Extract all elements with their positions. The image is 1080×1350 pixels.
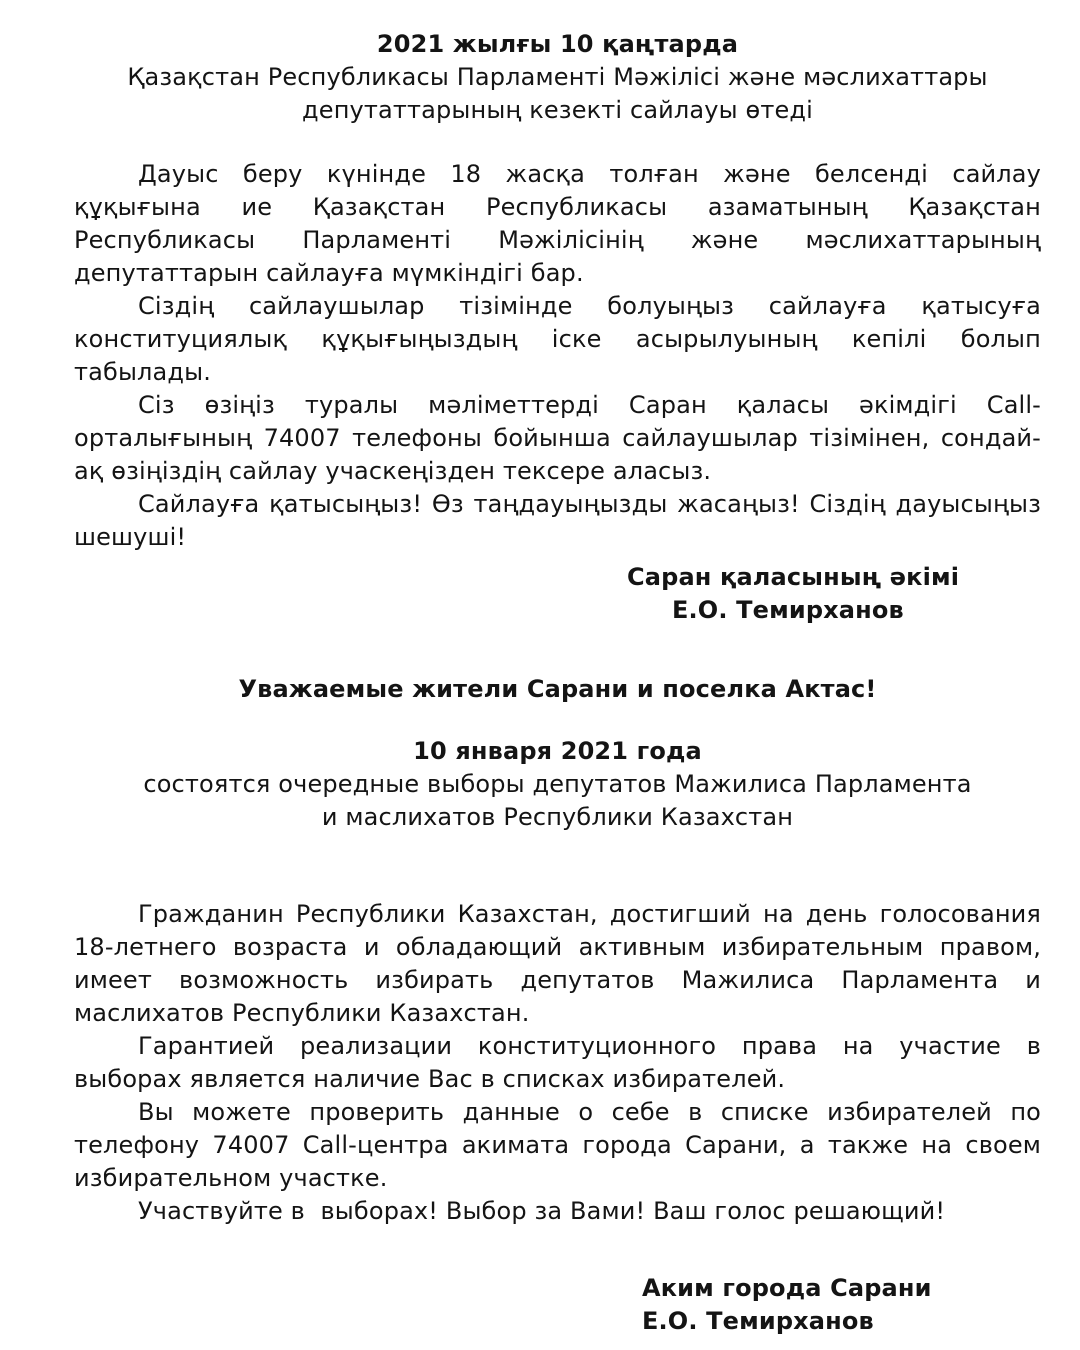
kazakh-paragraph-4: Сайлауға қатысыңыз! Өз таңдауыңызды жасаңыз! Сіздің дауысыңыз шешуші! [74, 490, 1041, 551]
russian-paragraph-1: Гражданин Республики Казахстан, достигший на день голосования 18-летнего возраста и обладающий активным избирательным правом, имеет возможность избирать депутатов Мажилиса Парламента и маслихатов Республики Казахстан. [74, 900, 1041, 1027]
kazakh-heading-line-2: депутаттарының кезекті сайлауы өтеді [302, 96, 813, 124]
russian-heading [74, 735, 1041, 834]
russian-signature-name: Е.О. Темирханов [642, 1307, 874, 1335]
kazakh-paragraph-1: Дауыс беру күнінде 18 жасқа толған және белсенді сайлау құқығына ие Қазақстан Республикасы азаматының Қазақстан Республикасы Парламенті Мәжілісінің және мәслихаттарының депутаттарын сайлауға мүмкіндігі бар. [74, 160, 1041, 287]
russian-signature-position: Аким города Сарани [642, 1274, 932, 1302]
russian-body [74, 898, 1041, 1228]
russian-signature [74, 1272, 1041, 1338]
kazakh-section [74, 28, 1041, 627]
russian-heading-date: 10 января 2021 года [413, 737, 702, 765]
kazakh-heading-date: 2021 жылғы 10 қаңтарда [376, 30, 739, 58]
kazakh-paragraph-3: Сіз өзіңіз туралы мәліметтерді Саран қаласы әкімдігі Call-орталығының 74007 телефоны бойынша сайлаушылар тізімінен, сондай-ақ өзіңіздің сайлау учаскеңізден тексере аласыз. [74, 391, 1041, 485]
kazakh-heading-line-1: Қазақстан Республикасы Парламенті Мәжілісі және мәслихаттары [127, 63, 988, 91]
russian-paragraph-4: Участвуйте в выборах! Выбор за Вами! Ваш голос решающий! [138, 1197, 946, 1225]
russian-heading-line-2: и маслихатов Республики Казахстан [321, 803, 794, 831]
russian-greeting: Уважаемые жители Сарани и поселка Актас! [238, 675, 877, 703]
kazakh-signature [74, 561, 1041, 627]
kazakh-signature-position: Саран қаласының әкімі [627, 563, 960, 591]
russian-heading-line-1: состоятся очередные выборы депутатов Мажилиса Парламента [143, 770, 972, 798]
russian-paragraph-3: Вы можете проверить данные о себе в списке избирателей по телефону 74007 Call-центра акимата города Сарани, а также на своем избирательном участке. [74, 1098, 1041, 1192]
kazakh-paragraph-2: Сіздің сайлаушылар тізімінде болуыңыз сайлауға қатысуға конституциялық құқығыңыздың іске асырылуының кепілі болып табылады. [74, 292, 1041, 386]
russian-paragraph-2: Гарантией реализации конституционного права на участие в выборах является наличие Вас в списках избирателей. [74, 1032, 1041, 1093]
document-page [74, 28, 1041, 1338]
kazakh-signature-name: Е.О. Темирханов [672, 596, 904, 624]
russian-section [74, 673, 1041, 1338]
kazakh-body [74, 158, 1041, 554]
